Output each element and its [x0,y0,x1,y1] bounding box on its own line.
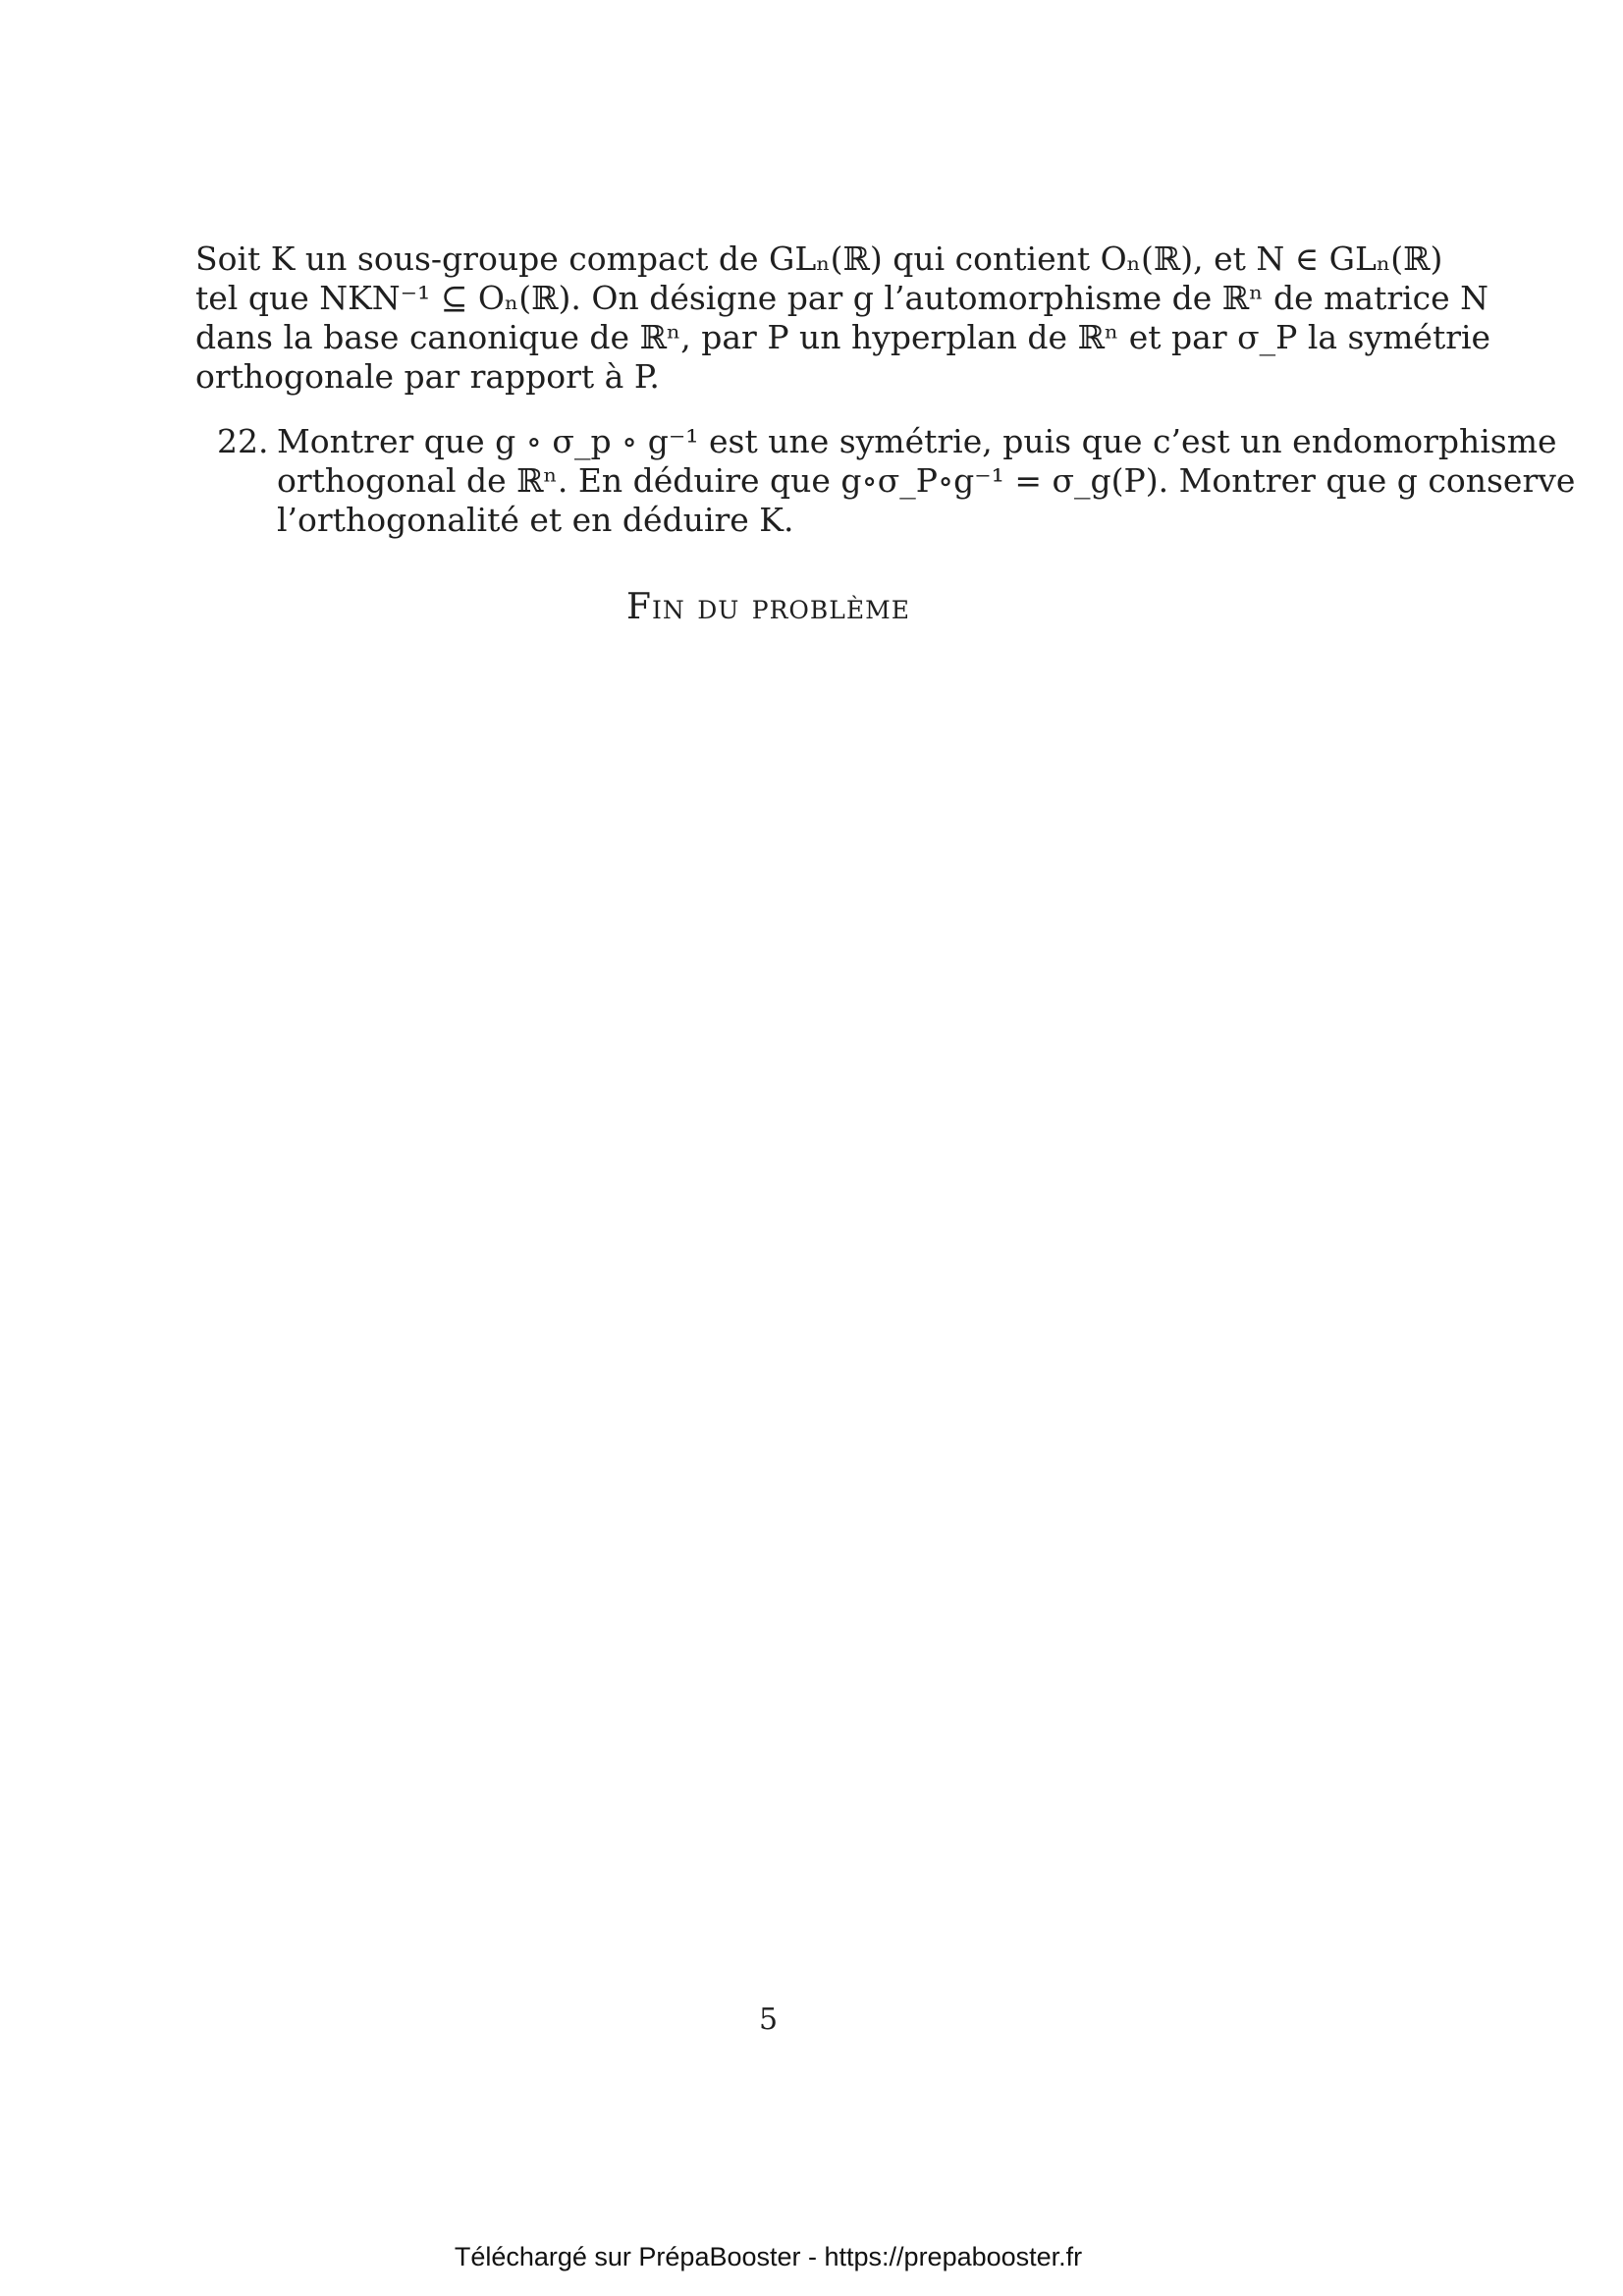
question-body [277,422,1576,540]
end-title: Fin du problème [626,587,910,627]
question-line-1: Montrer que g ∘ σ_p ∘ g⁻¹ est une symétrie, puis que c’est un endomorphisme [277,422,1557,460]
intro-line-2: tel que NKN⁻¹ ⊆ Oₙ(ℝ). On désigne par g l’automorphisme de ℝⁿ de matrice N [195,279,1489,317]
intro-paragraph [195,240,1491,397]
intro-line-4: orthogonale par rapport à P. [195,357,660,396]
question-line-2: orthogonal de ℝⁿ. En déduire que g∘σ_P∘g⁻¹ = σ_g(P). Montrer que g conserve [277,461,1576,500]
page-number: 5 [758,2002,779,2037]
end-of-problem-heading [0,587,1537,627]
question-number: 22. [217,422,269,460]
intro-line-1: Soit K un sous-groupe compact de GLₙ(ℝ) qui contient Oₙ(ℝ), et N ∈ GLₙ(ℝ) [195,240,1443,278]
download-footer: Téléchargé sur PrépaBooster - https://prepabooster.fr [454,2242,1083,2271]
question-line-3: l’orthogonalité et en déduire K. [277,501,794,539]
intro-line-3: dans la base canonique de ℝⁿ, par P un hyperplan de ℝⁿ et par σ_P la symétrie [195,318,1491,356]
